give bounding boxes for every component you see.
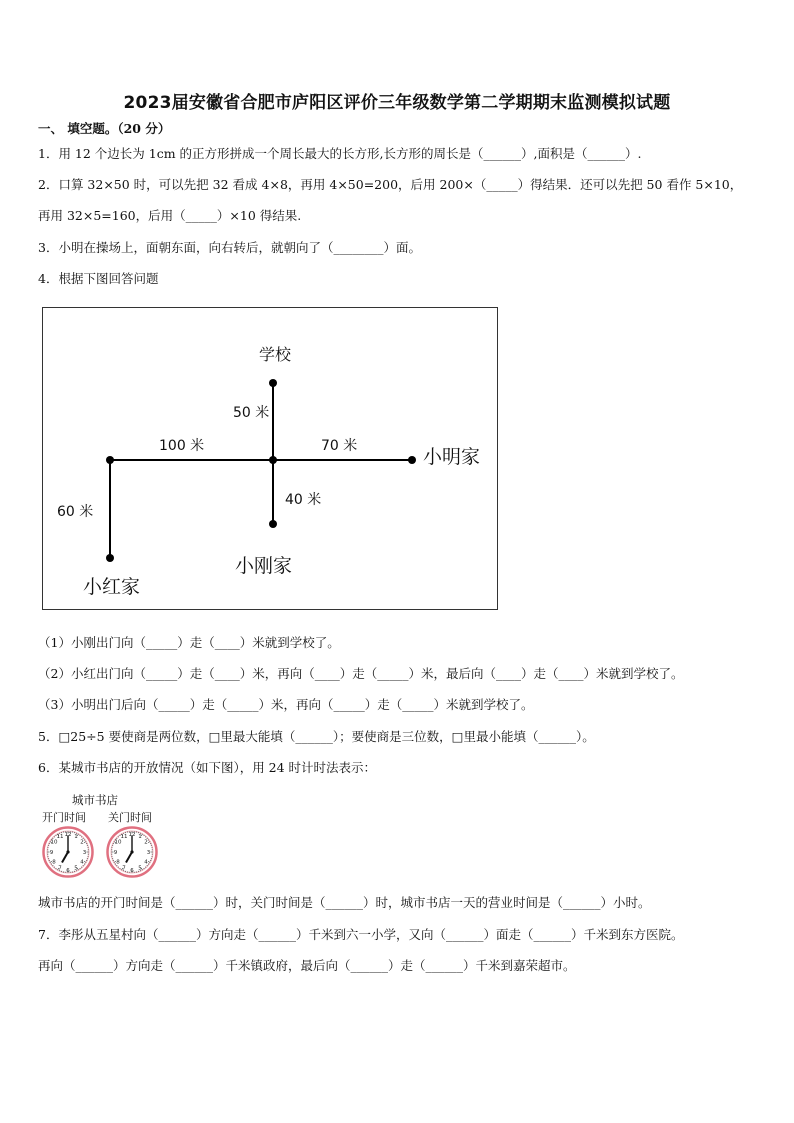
corner-dot	[106, 456, 114, 464]
route-map	[42, 307, 498, 610]
xiaogang-home-label: 小刚家	[235, 555, 293, 577]
svg-text:7: 7	[58, 865, 62, 872]
page-title: 2023届安徽省合肥市庐阳区评价三年级数学第二学期期末监测模拟试题	[123, 93, 671, 113]
svg-text:6: 6	[66, 868, 70, 874]
close-time-clock	[106, 826, 158, 878]
svg-text:3: 3	[146, 850, 151, 856]
svg-text:5: 5	[74, 865, 78, 872]
svg-text:3: 3	[82, 850, 87, 856]
svg-text:11: 11	[56, 834, 64, 840]
svg-text:11: 11	[120, 834, 128, 840]
xiaoming-home-dot	[408, 456, 416, 464]
xiaoming-home-label: 小明家	[423, 446, 481, 468]
school-label: 学校	[259, 345, 292, 364]
svg-text:1: 1	[138, 834, 142, 840]
svg-text:4: 4	[144, 859, 148, 866]
svg-text:1: 1	[74, 834, 78, 840]
open-time-label: 开门时间	[42, 811, 86, 824]
svg-text:6: 6	[130, 868, 134, 874]
question-3: 3．小明在操场上，面朝东面，向右转后，就朝向了（________）面。	[38, 240, 421, 255]
distance-right-label: 70 米	[321, 438, 358, 454]
svg-text:9: 9	[49, 850, 54, 856]
svg-text:12: 12	[64, 832, 72, 838]
xiaohong-home-label: 小红家	[83, 576, 141, 598]
svg-text:7: 7	[122, 865, 126, 872]
distance-up-label: 50 米	[233, 405, 270, 421]
question-4: 4．根据下图回答问题	[38, 271, 159, 286]
question-7-line-2: 再向（______）方向走（______）千米镇政府，最后向（______）走（______）千米到嘉荣超市。	[38, 958, 576, 973]
distance-down-label: 40 米	[285, 492, 322, 508]
question-2-line-1: 2．口算 32×50 时，可以先把 32 看成 4×8，再用 4×50=200，后用 200×（_____）得结果．还可以先把 50 看作 5×10，	[38, 177, 743, 192]
clock-group-title: 城市书店	[72, 793, 118, 807]
svg-text:2: 2	[144, 839, 148, 846]
school-dot	[269, 379, 277, 387]
open-time-clock	[42, 826, 94, 878]
xiaohong-home-dot	[106, 554, 114, 562]
junction-dot	[269, 456, 277, 464]
question-7-line-1: 7．李彤从五星村向（______）方向走（______）千米到六一小学，又向（______）面走（______）千米到东方医院。	[38, 927, 684, 942]
svg-text:8: 8	[52, 859, 56, 866]
question-6: 6．某城市书店的开放情况（如下图），用 24 时计时法表示：	[38, 760, 377, 775]
question-5: 5．□25÷5 要使商是两位数，□里最大能填（______）；要使商是三位数，□里最小能填（______）。	[38, 729, 595, 744]
svg-text:10: 10	[114, 839, 122, 846]
xiaogang-home-dot	[269, 520, 277, 528]
svg-text:12: 12	[128, 832, 136, 838]
svg-text:2: 2	[80, 839, 84, 846]
svg-text:5: 5	[138, 865, 142, 872]
question-6-answer: 城市书店的开门时间是（______）时，关门时间是（______）时，城市书店一天的营业时间是（______）小时。	[38, 895, 651, 910]
question-4-2: （2）小红出门向（_____）走（____）米，再向（____）走（_____）米，最后向（____）走（____）米就到学校了。	[38, 666, 684, 681]
question-1: 1．用 12 个边长为 1cm 的正方形拼成一个周长最大的长方形,长方形的周长是（______）,面积是（______）.	[38, 146, 642, 161]
svg-text:4: 4	[80, 859, 84, 866]
svg-text:8: 8	[116, 859, 120, 866]
close-time-label: 关门时间	[108, 811, 152, 824]
svg-text:10: 10	[50, 839, 58, 846]
distance-left-label: 100 米	[159, 438, 205, 454]
question-4-3: （3）小明出门后向（_____）走（_____）米，再向（_____）走（_____）米就到学校了。	[38, 697, 534, 712]
svg-text:9: 9	[113, 850, 118, 856]
section-heading: 一、 填空题。（20 分）	[38, 121, 171, 136]
distance-leftdown-label: 60 米	[57, 504, 94, 520]
question-2-line-2: 再用 32×5=160，后用（_____）×10 得结果.	[38, 208, 302, 223]
question-4-1: （1）小刚出门向（_____）走（____）米就到学校了。	[38, 635, 340, 650]
